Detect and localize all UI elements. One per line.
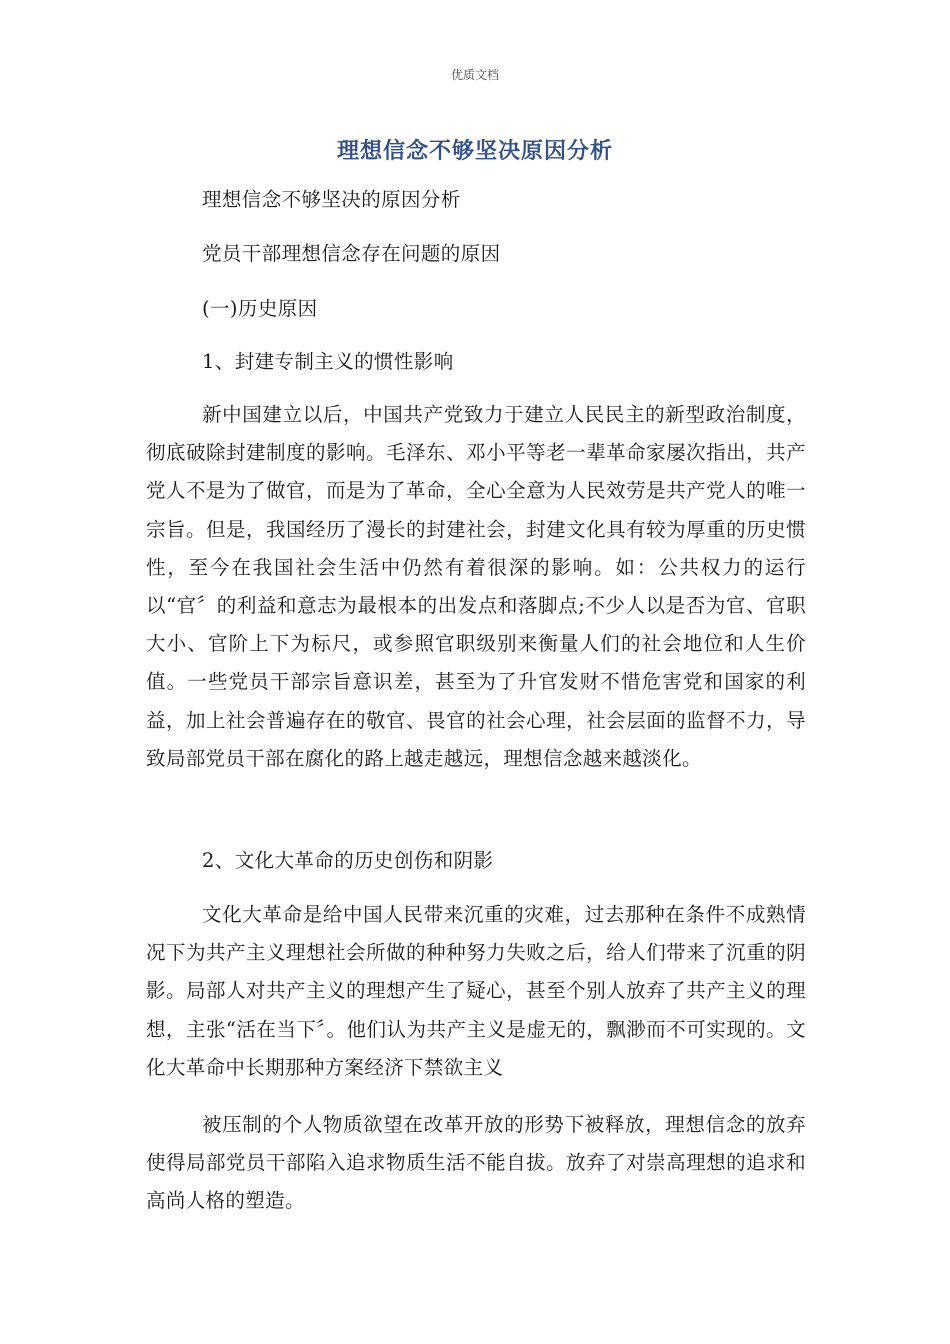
header-watermark: 优质文档: [450, 68, 499, 82]
subsection-heading: (一)历史原因: [202, 297, 318, 320]
paragraph-2: 文化大革命是给中国人民带来沉重的灾难，过去那种在条件不成熟情况下为共产主义理想社会所做的种种努力失败之后，给人们带来了沉重的阴影。局部人对共产主义的理想产生了疑心，甚至个别人放弃了共产主义的理想，主张“活在当下〞。他们认为共产主义是虚无的，飘渺而不可实现的。文化大革命中长期那种方案经济下禁欲主义: [146, 903, 806, 1079]
paragraph-1: 新中国建立以后，中国共产党致力于建立人民民主的新型政治制度，彻底破除封建制度的影响。毛泽东、邓小平等老一辈革命家屡次指出，共产党人不是为了做官，而是为了革命，全心全意为人民效劳是共产党人的唯一宗旨。但是，我国经历了漫长的封建社会，封建文化具有较为厚重的历史惯性，至今在我国社会生活中仍然有着很深的影响。如：公共权力的运行以“官〞的利益和意志为最根本的出发点和落脚点;不少人以是否为官、官职大小、官阶上下为标尺，或参照官职级别来衡量人们的社会地位和人生价值。一些党员干部宗旨意识差，甚至为了升官发财不惜危害党和国家的利益，加上社会普遍存在的敬官、畏官的社会心理，社会层面的监督不力，导致局部党员干部在腐化的路上越走越远，理想信念越来越淡化。: [146, 403, 806, 770]
section-heading: 党员干部理想信念存在问题的原因: [202, 242, 501, 265]
page-title: 理想信念不够坚决原因分析: [336, 139, 613, 164]
item-2-heading: 2、文化大革命的历史创伤和阴影: [202, 849, 494, 872]
paragraph-3: 被压制的个人物质欲望在改革开放的形势下被释放，理想信念的放弃使得局部党员干部陷入追求物质生活不能自拔。放弃了对崇高理想的追求和高尚人格的塑造。: [146, 1113, 806, 1213]
subtitle: 理想信念不够坚决的原因分析: [202, 188, 461, 211]
item-1-heading: 1、封建专制主义的惯性影响: [202, 350, 454, 373]
